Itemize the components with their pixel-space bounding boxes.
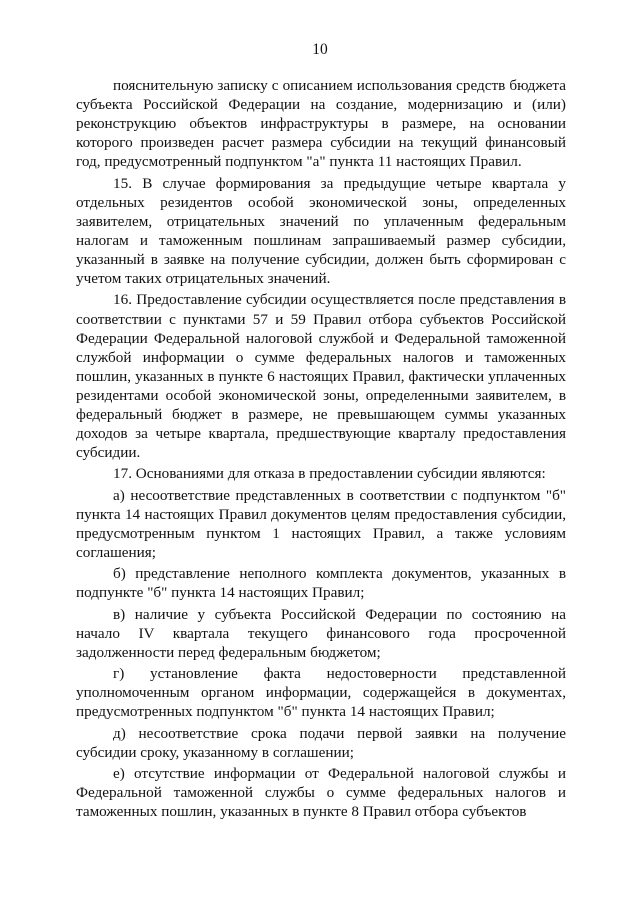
subitem-g: г) установление факта недостоверности представленной уполномоченным органом информации, содержащейся в документах, предусмотренных подпунктом "б" пункта 14 настоящих Правил; [76,665,566,721]
document-body [76,76,566,821]
paragraph-item-17: 17. Основаниями для отказа в предоставлении субсидии являются: [113,465,546,483]
page-number: 10 [312,41,328,58]
paragraph-continuation: пояснительную записку с описанием использования средств бюджета субъекта Российской Федерации на создание, модернизацию и (или) реконструкцию объектов инфраструктуры в размере, на основании которого произведен расчет размера субсидии на текущий финансовый год, предусмотренный подпунктом "а" пункта 11 настоящих Правил. [76,77,566,171]
paragraph-item-16: 16. Предоставление субсидии осуществляется после представления в соответствии с пунктами 57 и 59 Правил отбора субъектов Российской Федерации Федеральной налоговой службой и Федеральной таможенной службой информации о сумме федеральных налогов и таможенных пошлин, указанных в пункте 6 настоящих Правил, фактически уплаченных резидентами особой экономической зоны, определенными заявителем, в федеральный бюджет в размере, не превышающем суммы указанных доходов за четыре квартала, предшествующие кварталу предоставления субсидии. [76,291,566,462]
subitem-b: б) представление неполного комплекта документов, указанных в подпункте "б" пункта 14 настоящих Правил; [76,565,566,602]
subitem-d: д) несоответствие срока подачи первой заявки на получение субсидии сроку, указанному в соглашении; [76,724,566,761]
subitem-a: а) несоответствие представленных в соответствии с подпунктом "б" пункта 14 настоящих Правил документов целям предоставления субсидии, предусмотренным пунктом 1 настоящих Правил, а также условиям соглашения; [76,486,566,561]
subitem-e: е) отсутствие информации от Федеральной налоговой службы и Федеральной таможенной службы о сумме федеральных налогов и таможенных пошлин, указанных в пункте 8 Правил отбора субъектов [76,764,566,821]
subitem-v: в) наличие у субъекта Российской Федерации по состоянию на начало IV квартала текущего финансового года просроченной задолженности перед федеральным бюджетом; [76,605,566,661]
paragraph-item-15: 15. В случае формирования за предыдущие четыре квартала у отдельных резидентов особой экономической зоны, определенных заявителем, отрицательных значений по уплаченным федеральным налогам и таможенным пошлинам запрашиваемый размер субсидии, указанный в заявке на получение субсидии, должен быть сформирован с учетом таких отрицательных значений. [76,174,566,288]
